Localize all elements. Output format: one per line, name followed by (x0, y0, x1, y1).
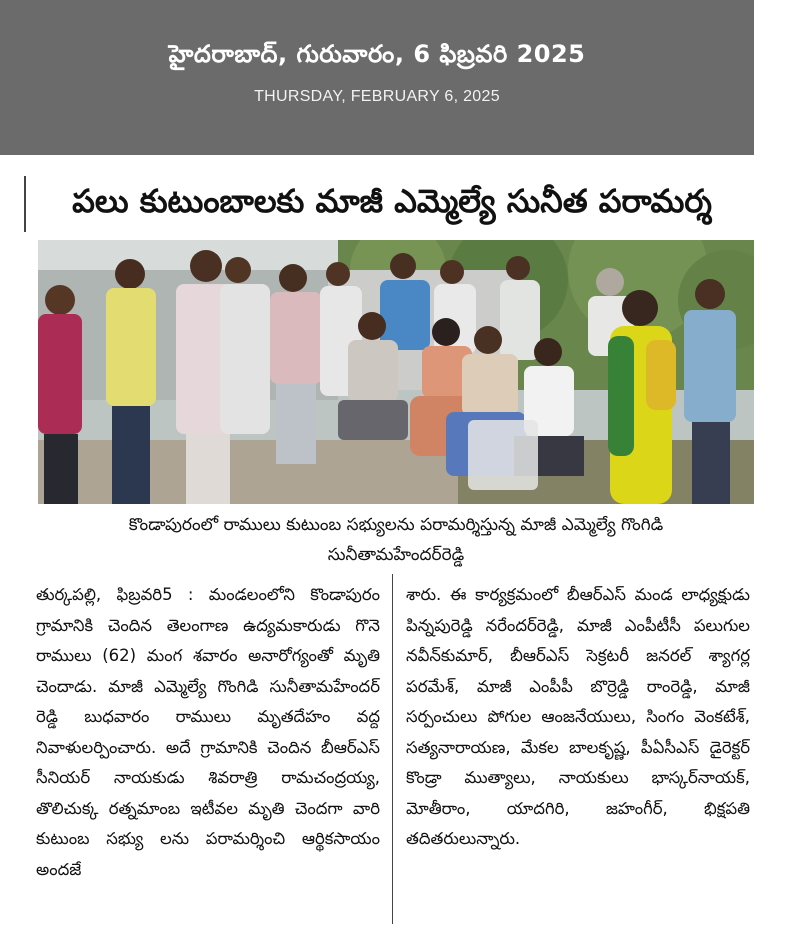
photo-caption-line-2: సునీతామహేందర్‌రెడ్డి (327, 545, 465, 565)
article-body-left-text: తుర్కపల్లి, ఫిబ్రవరి5 : మండలంలోని కొండాపురం గ్రామానికి చెందిన తెలంగాణ ఉద్యమకారుడు గొనె రాములు (62) మంగ శవారం అనారోగ్యంతో మృతి చెందాడు. మాజీ ఎమ్మెల్యే గొంగిడి సునీతామహేందర్ రెడ్డి బుధవారం రాములు మృతదేహం వద్ద నివాళులర్పించారు. అదే గ్రామానికి చెందిన బీఆర్‌ఎస్ సీనియర్ నాయకుడు శివరాత్రి రామచంద్రయ్య, తొలిచుక్క రత్నమాంబ ఇటీవల మృతి చెందగా వారి కుటుంబ సభ్యు లను పరామర్శించి ఆర్థికసాయం అందజే (36, 585, 380, 879)
photo-caption (38, 510, 754, 570)
article-body-right-column (406, 580, 750, 855)
photo-caption-line-1: కొండాపురంలో రాములు కుటుంబ సభ్యులను పరామర్శిస్తున్న మాజీ ఎమ్మెల్యే గొంగిడి (128, 515, 664, 535)
newspaper-date-header (0, 0, 754, 155)
column-divider (392, 574, 393, 924)
date-english: THURSDAY, FEBRUARY 6, 2025 (254, 88, 500, 105)
article-body-left-column (36, 580, 380, 885)
article-photo (38, 240, 754, 504)
date-telugu: హైదరాబాద్, గురువారం, 6 ఫిబ్రవరి 2025 (168, 40, 586, 68)
article-body-right-text: శారు. ఈ కార్యక్రమంలో బీఆర్‌ఎస్ మండ లాధ్యక్షుడు పిన్నపురెడ్డి నరేందర్‌రెడ్డి, మాజీ ఎంపీటీసీ పలుగుల నవీన్‌కుమార్, బీఆర్‌ఎస్ సెక్రటరీ జనరల్ శ్యాగర్ల పరమేశ్, మాజీ ఎంపీపీ బొర్రెడ్డి రాంరెడ్డి, మాజీ సర్పంచులు పోగుల ఆంజనేయులు, సింగం వెంకటేశ్, సత్యనారాయణ, మేకల బాలకృష్ణ, పీఏసీఎస్ డైరెక్టర్ కొండ్రా ముత్యాలు, నాయకులు భాస్కర్‌నాయక్, మోతీరాం, యాదగిరి, జహంగీర్, భిక్షపతి తదితరులున్నారు. (406, 585, 750, 848)
article-headline: పలు కుటుంబాలకు మాజీ ఎమ్మెల్యే సునీత పరామర్శ (72, 182, 712, 220)
news-clipping (28, 168, 756, 938)
photo-illustration (38, 240, 754, 504)
clip-edge-rule (24, 176, 26, 232)
